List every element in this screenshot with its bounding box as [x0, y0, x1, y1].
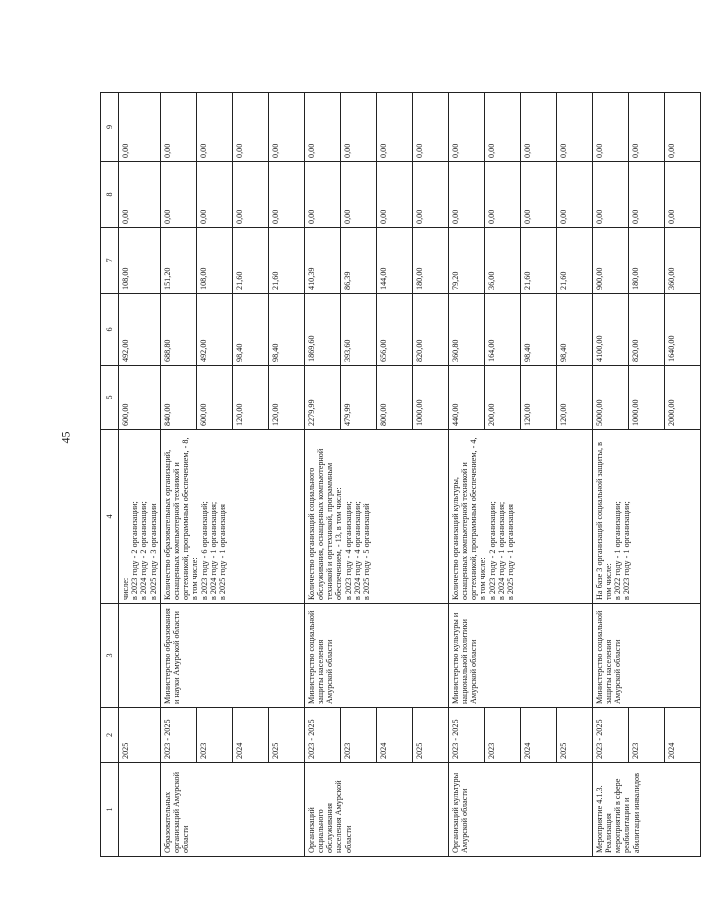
col-header: 6	[101, 294, 119, 366]
organization-cell: Образовательных организаций Амурской области	[160, 763, 304, 857]
col-header: 7	[101, 228, 119, 294]
value-cell: 21,60	[232, 228, 268, 294]
value-cell: 21,60	[268, 228, 304, 294]
value-cell: 0,00	[376, 93, 412, 162]
value-cell: 0,00	[304, 162, 340, 228]
value-cell: 0,00	[520, 162, 556, 228]
value-cell: 0,00	[376, 162, 412, 228]
table-row	[119, 93, 161, 857]
indicator-cell: Количество организаций социального обслуживания, оснащенных компьютерной техникой и оргтехникой, программным обеспечением, - 13, в том числе: в 2023 году - 4 организации; в 2024 году - 4 организации; в 2025 году - 5 организаций	[304, 430, 448, 604]
value-cell: 0,00	[340, 93, 376, 162]
value-cell: 0,00	[664, 93, 700, 162]
organization-cell: Мероприятие 4.1.3. Реализация мероприятий в сфере реабилитации и абилитации инвалидов	[592, 763, 700, 857]
header-row	[101, 93, 119, 857]
value-cell: 0,00	[268, 93, 304, 162]
value-cell: 98,40	[520, 294, 556, 366]
col-header: 2	[101, 708, 119, 763]
value-cell: 820,00	[412, 294, 448, 366]
value-cell: 21,60	[556, 228, 592, 294]
value-cell: 98,40	[556, 294, 592, 366]
year-cell: 2023	[628, 708, 664, 763]
value-cell: 492,00	[196, 294, 232, 366]
organization-cell: Организаций социального обслуживания населения Амурской области	[304, 763, 448, 857]
col-header: 4	[101, 430, 119, 604]
value-cell: 0,00	[160, 93, 196, 162]
value-cell: 0,00	[232, 162, 268, 228]
value-cell: 0,00	[520, 93, 556, 162]
table-row	[448, 93, 484, 857]
year-cell: 2023 - 2025	[160, 708, 196, 763]
year-cell: 2025	[412, 708, 448, 763]
value-cell: 1640,00	[664, 294, 700, 366]
value-cell: 1000,00	[412, 366, 448, 430]
year-cell: 2025	[119, 708, 161, 763]
value-cell: 800,00	[376, 366, 412, 430]
value-cell: 360,00	[664, 228, 700, 294]
year-cell: 2025	[268, 708, 304, 763]
col-header: 1	[101, 763, 119, 857]
year-cell: 2024	[376, 708, 412, 763]
year-cell: 2024	[520, 708, 556, 763]
year-cell: 2023	[340, 708, 376, 763]
year-cell: 2023 - 2025	[448, 708, 484, 763]
table-cell	[119, 763, 161, 857]
indicator-cell: Количество организаций культуры, оснащенных компьютерной техникой и оргтехникой, программным обеспечением, - 4, в том числе: в 2023 году - 2 организации; в 2024 году - 1 организация; в 2025 году - 1 организация	[448, 430, 592, 604]
value-cell: 0,00	[160, 162, 196, 228]
value-cell: 180,00	[628, 228, 664, 294]
agency-cell: Министерство социальной защиты населения Амурской области	[592, 604, 700, 708]
value-cell: 820,00	[628, 294, 664, 366]
agency-cell: Министерство социальной защиты населения Амурской области	[304, 604, 448, 708]
value-cell: 0,00	[592, 93, 628, 162]
value-cell: 0,00	[196, 162, 232, 228]
rotated-table-container	[100, 93, 676, 857]
value-cell: 98,40	[268, 294, 304, 366]
col-header: 5	[101, 366, 119, 430]
value-cell: 98,40	[232, 294, 268, 366]
value-cell: 0,00	[340, 162, 376, 228]
value-cell: 0,00	[556, 93, 592, 162]
year-cell: 2024	[232, 708, 268, 763]
value-cell: 164,00	[484, 294, 520, 366]
year-cell: 2024	[664, 708, 700, 763]
value-cell: 0,00	[412, 93, 448, 162]
year-cell: 2023	[196, 708, 232, 763]
value-cell: 0,00	[664, 162, 700, 228]
value-cell: 0,00	[556, 162, 592, 228]
value-cell: 0,00	[196, 93, 232, 162]
value-cell: 0,00	[448, 162, 484, 228]
value-cell: 0,00	[119, 93, 161, 162]
value-cell: 492,00	[119, 294, 161, 366]
table-row	[592, 93, 628, 857]
value-cell: 360,80	[448, 294, 484, 366]
value-cell: 656,00	[376, 294, 412, 366]
value-cell: 0,00	[484, 93, 520, 162]
col-header: 9	[101, 93, 119, 162]
value-cell: 0,00	[119, 162, 161, 228]
value-cell: 151,20	[160, 228, 196, 294]
col-header: 8	[101, 162, 119, 228]
col-header: 3	[101, 604, 119, 708]
value-cell: 108,00	[196, 228, 232, 294]
value-cell: 479,99	[340, 366, 376, 430]
value-cell: 86,39	[340, 228, 376, 294]
value-cell: 0,00	[628, 162, 664, 228]
value-cell: 120,00	[556, 366, 592, 430]
value-cell: 108,00	[119, 228, 161, 294]
value-cell: 0,00	[628, 93, 664, 162]
value-cell: 180,00	[412, 228, 448, 294]
budget-table	[100, 92, 701, 857]
year-cell: 2023	[484, 708, 520, 763]
value-cell: 200,00	[484, 366, 520, 430]
value-cell: 410,39	[304, 228, 340, 294]
page-number: 45	[58, 431, 73, 444]
value-cell: 79,20	[448, 228, 484, 294]
value-cell: 120,00	[232, 366, 268, 430]
value-cell: 0,00	[412, 162, 448, 228]
year-cell: 2023 - 2025	[592, 708, 628, 763]
value-cell: 120,00	[520, 366, 556, 430]
organization-cell: Организаций культуры Амурской области	[448, 763, 592, 857]
value-cell: 0,00	[448, 93, 484, 162]
agency-cell: Министерство образования и науки Амурской области	[160, 604, 304, 708]
value-cell: 2279,99	[304, 366, 340, 430]
value-cell: 144,00	[376, 228, 412, 294]
value-cell: 21,60	[520, 228, 556, 294]
value-cell: 600,00	[119, 366, 161, 430]
value-cell: 120,00	[268, 366, 304, 430]
value-cell: 1000,00	[628, 366, 664, 430]
value-cell: 840,00	[160, 366, 196, 430]
value-cell: 900,00	[592, 228, 628, 294]
year-cell: 2025	[556, 708, 592, 763]
indicator-cell: На базе 3 организаций социальной защиты, в том числе: в 2022 году - 1 организации; в 2023 году - 1 организации;	[592, 430, 700, 604]
value-cell: 0,00	[484, 162, 520, 228]
table-row	[160, 93, 196, 857]
indicator-cell: числе: в 2023 году - 2 организации; в 2024 году - 2 организации; в 2025 году - 3 организации	[119, 430, 161, 604]
value-cell: 1869,60	[304, 294, 340, 366]
value-cell: 0,00	[592, 162, 628, 228]
value-cell: 688,80	[160, 294, 196, 366]
table-row	[304, 93, 340, 857]
value-cell: 36,00	[484, 228, 520, 294]
value-cell: 2000,00	[664, 366, 700, 430]
indicator-cell: Количество образовательных организаций, оснащенных компьютерной техникой и оргтехникой, программным обеспечением, - 8, в том числе: в 2023 году - 6 организаций; в 2024 году - 1 организация; в 2025 году - 1 организация	[160, 430, 304, 604]
value-cell: 600,00	[196, 366, 232, 430]
value-cell: 0,00	[304, 93, 340, 162]
value-cell: 0,00	[232, 93, 268, 162]
agency-cell: Министерство культуры и национальной политики Амурской области	[448, 604, 592, 708]
year-cell: 2023 - 2025	[304, 708, 340, 763]
value-cell: 440,00	[448, 366, 484, 430]
table-cell	[119, 604, 161, 708]
value-cell: 4100,00	[592, 294, 628, 366]
value-cell: 0,00	[268, 162, 304, 228]
value-cell: 393,60	[340, 294, 376, 366]
value-cell: 5000,00	[592, 366, 628, 430]
